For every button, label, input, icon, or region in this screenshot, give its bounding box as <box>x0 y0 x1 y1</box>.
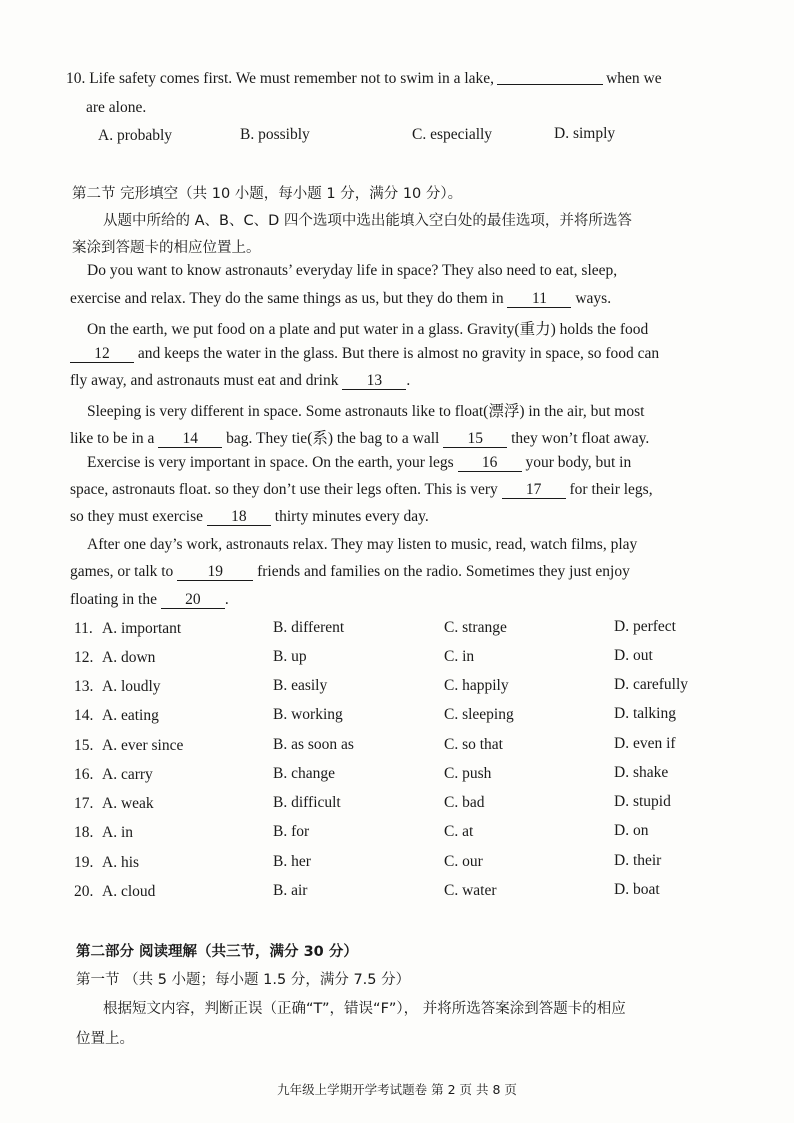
passage-text: ways. <box>575 290 612 307</box>
option-c: C. so that <box>444 736 503 753</box>
question-number: 20. <box>74 883 94 900</box>
question-number: 17. <box>74 795 94 812</box>
question-number: 12. <box>74 649 94 666</box>
option-c: C. bad <box>444 794 485 811</box>
passage-line-3: On the earth, we put food on a plate and put water in a glass. Gravity(重力) holds the food <box>87 321 649 338</box>
option-a: A. down <box>102 649 156 666</box>
option-c: C. our <box>444 853 483 870</box>
option-b: B. for <box>273 823 310 840</box>
option-a: A. weak <box>102 795 154 812</box>
passage-text: exercise and relax. They do the same things as us, but they do them in <box>70 290 504 307</box>
passage-text: floating in the <box>70 591 157 608</box>
question-number: 19. <box>74 854 94 871</box>
passage-line-10 <box>70 508 429 526</box>
blank-16: 16 <box>458 455 522 472</box>
question-number: 13. <box>74 678 94 695</box>
passage-line-8 <box>87 454 631 472</box>
option-d: D. stupid <box>614 793 671 810</box>
option-c: C. at <box>444 823 474 840</box>
section2-instruction-1: 从题中所给的 A、B、C、D 四个选项中选出能填入空白处的最佳选项，并将所选答 <box>103 213 632 229</box>
passage-text: and keeps the water in the glass. But there is almost no gravity in space, so food can <box>137 345 660 362</box>
blank-12: 12 <box>70 346 134 363</box>
page-footer: 九年级上学期开学考试题卷 第 2 页 共 8 页 <box>277 1082 517 1097</box>
part2-title: 第二部分 阅读理解（共三节，满分 30 分） <box>76 944 358 960</box>
option-a: A. loudly <box>102 678 161 695</box>
passage-text: they won’t float away. <box>511 430 650 447</box>
option-b: B. working <box>273 706 343 723</box>
option-a: A. carry <box>102 766 153 783</box>
blank-14: 14 <box>158 431 222 448</box>
question-number: 18. <box>74 824 94 841</box>
blank-11: 11 <box>507 291 571 308</box>
passage-text: Exercise is very important in space. On the earth, your legs <box>87 454 454 471</box>
option-b: B. air <box>273 882 308 899</box>
passage-text: like to be in a <box>70 430 155 447</box>
option-c: C. happily <box>444 677 509 694</box>
q10-stem <box>66 70 662 88</box>
q10-stem-line2: are alone. <box>86 99 147 116</box>
passage-text: your body, but in <box>525 454 632 471</box>
question-number: 16. <box>74 766 94 783</box>
option-d: D. carefully <box>614 676 689 693</box>
option-b: B. her <box>273 853 311 870</box>
option-c: C. strange <box>444 619 507 636</box>
option-d: D. out <box>614 647 653 664</box>
option-d: D. even if <box>614 735 676 752</box>
section2-instruction-2: 案涂到答题卡的相应位置上。 <box>72 240 261 256</box>
passage-text: for their legs, <box>569 481 653 498</box>
section2-title: 第二节 完形填空（共 10 小题，每小题 1 分，满分 10 分）。 <box>72 186 463 202</box>
option-c: C. water <box>444 882 497 899</box>
q10-text-after: when we <box>606 70 662 87</box>
option-d: D. their <box>614 852 662 869</box>
option-b: B. different <box>273 619 345 636</box>
q10-option-a: A. probably <box>98 127 173 144</box>
option-b: B. change <box>273 765 335 782</box>
option-b: B. as soon as <box>273 736 354 753</box>
passage-line-4 <box>70 345 659 363</box>
option-a: A. eating <box>102 707 159 724</box>
passage-text: so they must exercise <box>70 508 204 525</box>
option-a: A. his <box>102 854 140 871</box>
passage-text: friends and families on the radio. Sometimes they just enjoy <box>257 563 630 580</box>
blank-20: 20 <box>161 592 225 609</box>
blank-19: 19 <box>177 564 253 581</box>
option-d: D. talking <box>614 705 676 722</box>
blank-17: 17 <box>502 482 566 499</box>
blank-15: 15 <box>443 431 507 448</box>
option-c: C. push <box>444 765 492 782</box>
passage-text: thirty minutes every day. <box>274 508 429 525</box>
passage-line-13 <box>70 591 229 609</box>
option-b: B. up <box>273 648 307 665</box>
passage-line-9 <box>70 481 653 499</box>
option-d: D. shake <box>614 764 669 781</box>
blank-13: 13 <box>342 373 406 390</box>
option-d: D. boat <box>614 881 660 898</box>
option-d: D. perfect <box>614 618 676 635</box>
passage-line-6: Sleeping is very different in space. Some astronauts like to float(漂浮) in the air, but most <box>87 403 645 420</box>
passage-line-12 <box>70 563 630 581</box>
q10-text: 10. Life safety comes first. We must remember not to swim in a lake, <box>66 70 495 87</box>
q10-option-b: B. possibly <box>240 126 310 143</box>
passage-text: . <box>406 372 411 389</box>
option-c: C. in <box>444 648 475 665</box>
option-a: A. in <box>102 824 133 841</box>
part2-instruction-1: 根据短文内容，判断正误（正确“T”，错误“F”）， 并将所选答案涂到答题卡的相应 <box>103 1001 626 1017</box>
question-number: 15. <box>74 737 94 754</box>
q10-option-d: D. simply <box>554 125 616 142</box>
passage-text: space, astronauts float. so they don’t use their legs often. This is very <box>70 481 498 498</box>
passage-text: bag. They tie(系) the bag to a wall <box>226 430 440 447</box>
question-number: 14. <box>74 707 94 724</box>
part2-subtitle: 第一节 （共 5 小题；每小题 1.5 分，满分 7.5 分） <box>76 972 411 988</box>
passage-text: fly away, and astronauts must eat and drink <box>70 372 339 389</box>
option-b: B. easily <box>273 677 328 694</box>
option-c: C. sleeping <box>444 706 514 723</box>
blank-18: 18 <box>207 509 271 526</box>
passage-line-7 <box>70 426 649 448</box>
passage-line-2 <box>70 290 611 308</box>
passage-line-1: Do you want to know astronauts’ everyday life in space? They also need to eat, sleep, <box>87 262 618 279</box>
passage-text: . <box>224 591 229 608</box>
option-a: A. ever since <box>102 737 184 754</box>
passage-line-11: After one day’s work, astronauts relax. They may listen to music, read, watch films, play <box>87 536 638 553</box>
option-a: A. cloud <box>102 883 156 900</box>
option-a: A. important <box>102 620 182 637</box>
q10-blank <box>497 70 603 85</box>
q10-option-c: C. especially <box>412 126 493 143</box>
passage-line-5 <box>70 372 410 390</box>
part2-instruction-2: 位置上。 <box>76 1031 134 1047</box>
option-d: D. on <box>614 822 649 839</box>
passage-text: games, or talk to <box>70 563 174 580</box>
question-number: 11. <box>74 620 93 637</box>
option-b: B. difficult <box>273 794 341 811</box>
